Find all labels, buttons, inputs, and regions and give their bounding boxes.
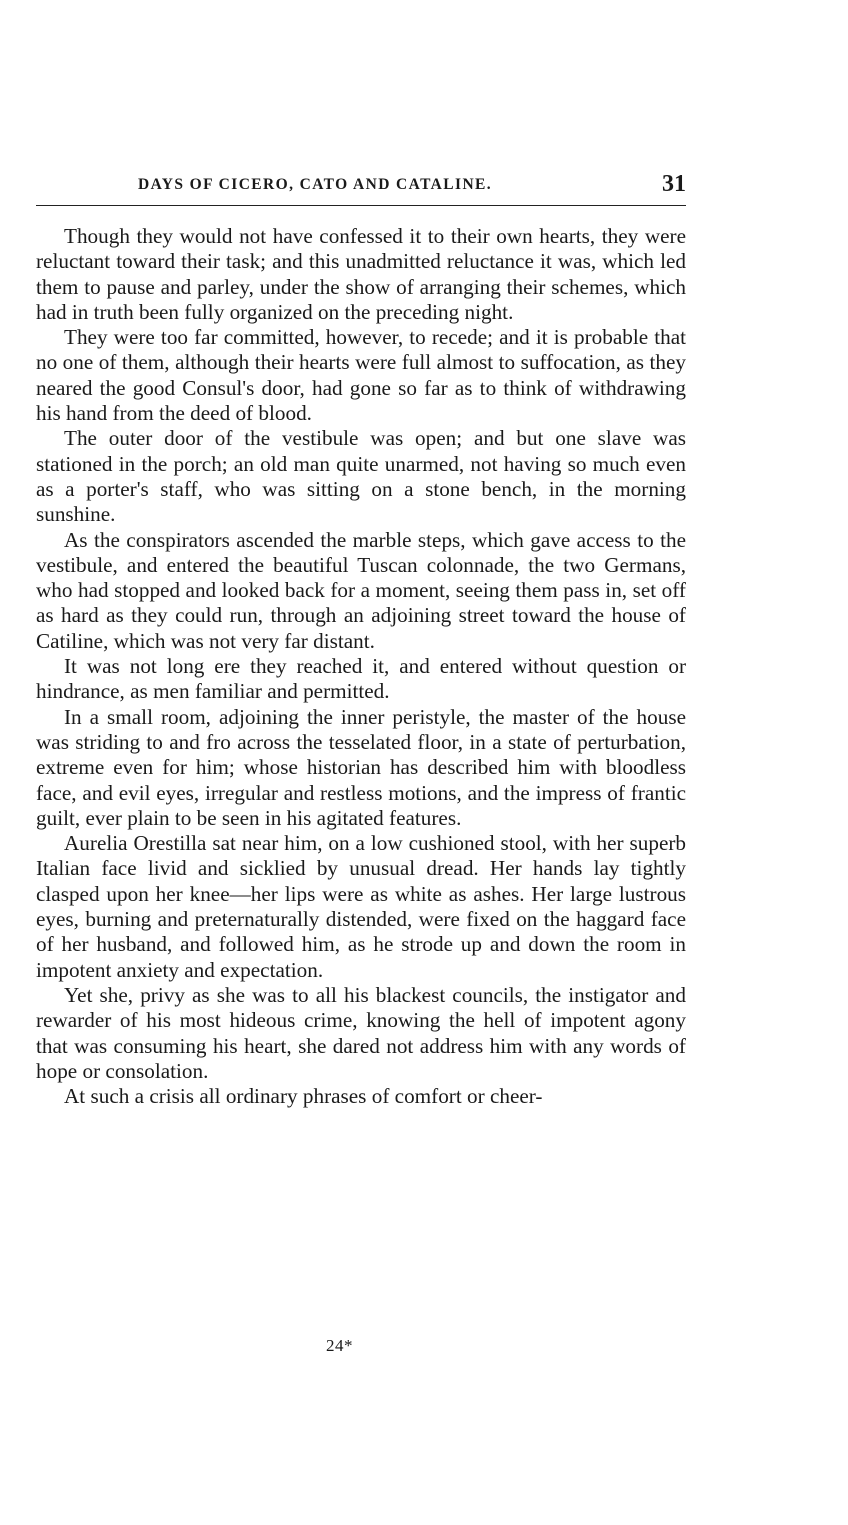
paragraph: It was not long ere they reached it, and entered without question or hindrance, as men familiar and permitted. (36, 654, 686, 704)
running-head: DAYS OF CICERO, CATO AND CATALINE. (138, 176, 493, 193)
paragraph: Though they would not have confessed it to their own hearts, they were reluctant toward their task; and this unadmitted reluctance it was, which led them to pause and parley, under the show of arranging their schemes, which had in truth been fully organized on the preceding night. (36, 224, 686, 324)
paragraph: As the conspirators ascended the marble steps, which gave access to the vestibule, and entered the beautiful Tuscan colonnade, the two Germans, who had stopped and looked back for a moment, seeing them pass in, set off as hard as they could run, through an adjoining street toward the house of Catiline, which was not very far distant. (36, 527, 686, 653)
page-header (36, 171, 686, 208)
header-rule (36, 205, 686, 206)
paragraph: The outer door of the vestibule was open; and but one slave was stationed in the porch; an old man quite unarmed, not having so much even as a porter's staff, who was sitting on a stone bench, in the morning sunshine. (36, 426, 686, 527)
paragraph: Yet she, privy as she was to all his blackest councils, the instigator and rewarder of his most hideous crime, knowing the hell of impotent agony that was consuming his heart, she dared not address him with any words of hope or consolation. (36, 982, 686, 1083)
body-text (36, 224, 686, 1109)
page-number: 31 (662, 171, 686, 197)
paragraph: They were too far committed, however, to recede; and it is probable that no one of them, although their hearts were full almost to suffocation, as they neared the good Consul's door, had gone so far as to think of withdrawing his hand from the deed of blood. (36, 325, 686, 426)
signature-mark: 24* (326, 1336, 353, 1355)
paragraph: In a small room, adjoining the inner peristyle, the master of the house was striding to and fro across the tesselated floor, in a state of perturbation, extreme even for him; whose historian has described him with bloodless face, and evil eyes, irregular and restless motions, and the impress of frantic guilt, ever plain to be seen in his agitated features. (36, 704, 686, 830)
paragraph: Aurelia Orestilla sat near him, on a low cushioned stool, with her superb Italian face livid and sicklied by unusual dread. Her hands lay tightly clasped upon her knee—her lips were as white as ashes. Her large lustrous eyes, burning and preternaturally distended, were fixed on the haggard face of her husband, and followed him, as he strode up and down the room in impotent anxiety and expectation. (36, 831, 686, 982)
paragraph: At such a crisis all ordinary phrases of comfort or cheer- (64, 1084, 543, 1109)
